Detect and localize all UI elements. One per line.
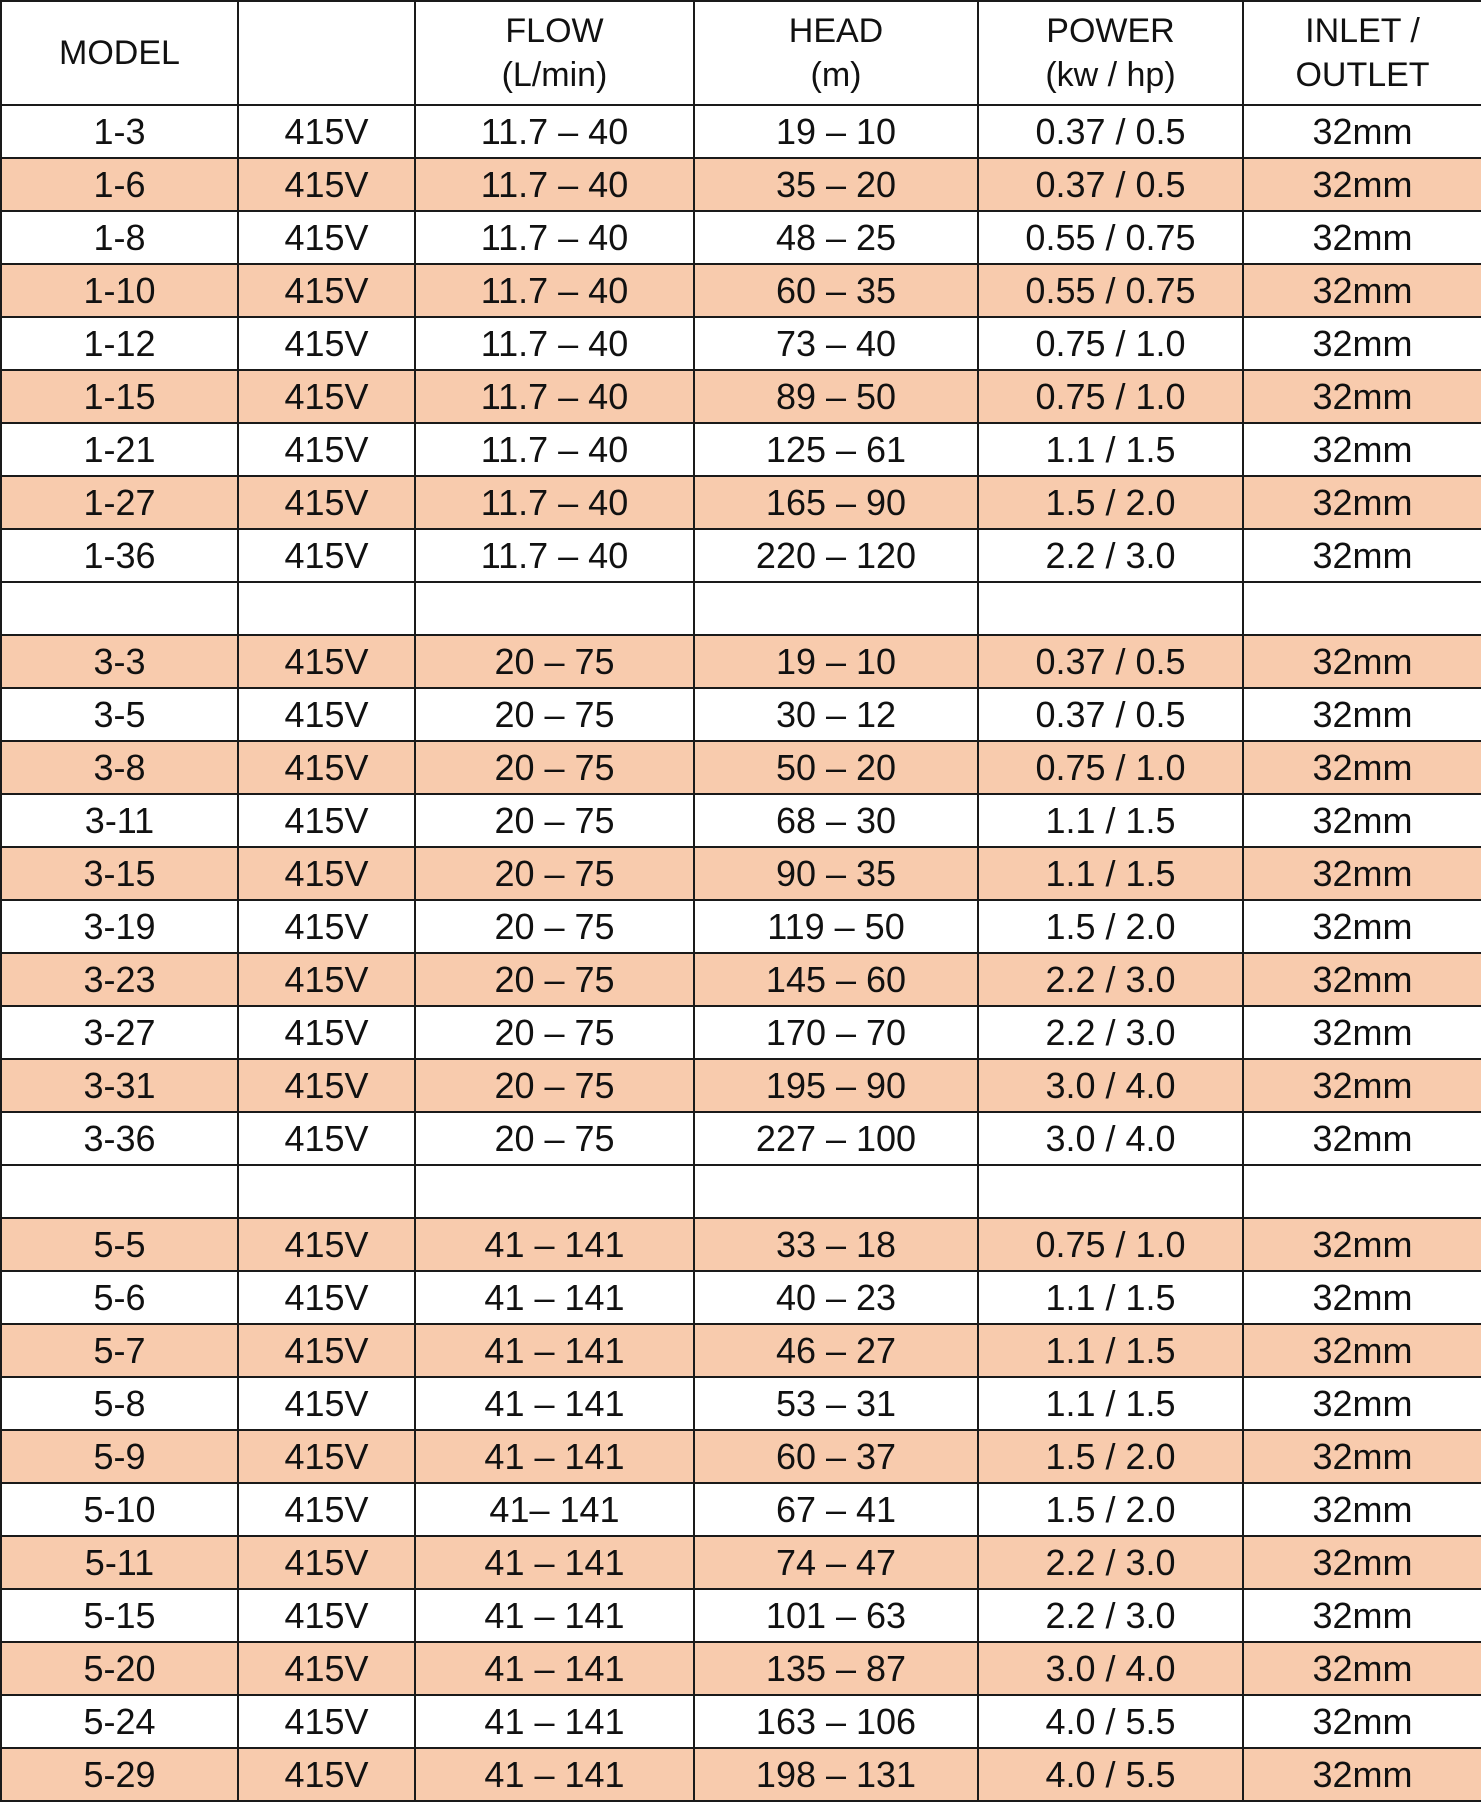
cell-power: 1.1 / 1.5 — [978, 423, 1243, 476]
cell-voltage: 415V — [238, 370, 415, 423]
cell-power: 1.1 / 1.5 — [978, 794, 1243, 847]
cell-voltage: 415V — [238, 529, 415, 582]
cell-flow: 41 – 141 — [415, 1377, 694, 1430]
cell-inlet: 32mm — [1243, 370, 1481, 423]
table-row — [1, 847, 1481, 900]
cell-inlet: 32mm — [1243, 688, 1481, 741]
table-row — [1, 635, 1481, 688]
cell-inlet: 32mm — [1243, 847, 1481, 900]
cell-power: 2.2 / 3.0 — [978, 953, 1243, 1006]
table-row — [1, 953, 1481, 1006]
cell-head: 119 – 50 — [694, 900, 978, 953]
table-row — [1, 1695, 1481, 1748]
cell-inlet: 32mm — [1243, 476, 1481, 529]
spacer-cell — [1243, 582, 1481, 635]
cell-head: 101 – 63 — [694, 1589, 978, 1642]
cell-inlet: 32mm — [1243, 794, 1481, 847]
cell-head: 33 – 18 — [694, 1218, 978, 1271]
cell-power: 2.2 / 3.0 — [978, 1589, 1243, 1642]
cell-voltage: 415V — [238, 1589, 415, 1642]
table-row — [1, 1218, 1481, 1271]
cell-model: 1-12 — [1, 317, 238, 370]
cell-voltage: 415V — [238, 1430, 415, 1483]
cell-inlet: 32mm — [1243, 1112, 1481, 1165]
cell-voltage: 415V — [238, 1112, 415, 1165]
table-row — [1, 1006, 1481, 1059]
cell-voltage: 415V — [238, 105, 415, 158]
cell-inlet: 32mm — [1243, 1377, 1481, 1430]
cell-flow: 41 – 141 — [415, 1695, 694, 1748]
cell-inlet: 32mm — [1243, 1430, 1481, 1483]
cell-head: 19 – 10 — [694, 635, 978, 688]
cell-power: 3.0 / 4.0 — [978, 1112, 1243, 1165]
cell-model: 5-11 — [1, 1536, 238, 1589]
header-flow — [415, 1, 694, 105]
cell-voltage: 415V — [238, 158, 415, 211]
cell-head: 89 – 50 — [694, 370, 978, 423]
cell-head: 73 – 40 — [694, 317, 978, 370]
spacer-cell — [415, 1165, 694, 1218]
cell-voltage: 415V — [238, 1271, 415, 1324]
cell-head: 67 – 41 — [694, 1483, 978, 1536]
header-row — [1, 1, 1481, 105]
table-row — [1, 1589, 1481, 1642]
cell-inlet: 32mm — [1243, 1006, 1481, 1059]
cell-flow: 11.7 – 40 — [415, 529, 694, 582]
cell-head: 30 – 12 — [694, 688, 978, 741]
cell-flow: 41 – 141 — [415, 1430, 694, 1483]
cell-voltage: 415V — [238, 1695, 415, 1748]
cell-power: 3.0 / 4.0 — [978, 1059, 1243, 1112]
table-row — [1, 1536, 1481, 1589]
cell-power: 0.37 / 0.5 — [978, 105, 1243, 158]
cell-voltage: 415V — [238, 794, 415, 847]
cell-voltage: 415V — [238, 900, 415, 953]
header-inlet-line2: OUTLET — [1295, 56, 1430, 94]
cell-flow: 41 – 141 — [415, 1589, 694, 1642]
cell-voltage: 415V — [238, 688, 415, 741]
cell-inlet: 32mm — [1243, 423, 1481, 476]
header-inlet-outlet — [1243, 1, 1481, 105]
table-row — [1, 1430, 1481, 1483]
table-row — [1, 1324, 1481, 1377]
cell-flow: 20 – 75 — [415, 900, 694, 953]
cell-inlet: 32mm — [1243, 1642, 1481, 1695]
cell-model: 5-8 — [1, 1377, 238, 1430]
cell-voltage: 415V — [238, 1324, 415, 1377]
table-row — [1, 1271, 1481, 1324]
cell-inlet: 32mm — [1243, 1589, 1481, 1642]
cell-model: 1-3 — [1, 105, 238, 158]
cell-head: 50 – 20 — [694, 741, 978, 794]
spacer-cell — [1, 1165, 238, 1218]
cell-flow: 41 – 141 — [415, 1642, 694, 1695]
cell-voltage: 415V — [238, 423, 415, 476]
cell-power: 1.5 / 2.0 — [978, 476, 1243, 529]
cell-head: 90 – 35 — [694, 847, 978, 900]
cell-voltage: 415V — [238, 317, 415, 370]
cell-flow: 11.7 – 40 — [415, 158, 694, 211]
cell-flow: 41 – 141 — [415, 1324, 694, 1377]
table-row — [1, 476, 1481, 529]
cell-power: 0.75 / 1.0 — [978, 741, 1243, 794]
cell-model: 5-15 — [1, 1589, 238, 1642]
table-row — [1, 423, 1481, 476]
header-power-line2: (kw / hp) — [1045, 56, 1176, 94]
cell-model: 5-24 — [1, 1695, 238, 1748]
cell-inlet: 32mm — [1243, 1218, 1481, 1271]
table-row — [1, 1642, 1481, 1695]
cell-power: 2.2 / 3.0 — [978, 1006, 1243, 1059]
cell-head: 35 – 20 — [694, 158, 978, 211]
cell-inlet: 32mm — [1243, 900, 1481, 953]
cell-voltage: 415V — [238, 1642, 415, 1695]
cell-voltage: 415V — [238, 211, 415, 264]
cell-head: 227 – 100 — [694, 1112, 978, 1165]
cell-model: 3-8 — [1, 741, 238, 794]
header-head-line2: (m) — [810, 56, 862, 94]
cell-power: 0.75 / 1.0 — [978, 370, 1243, 423]
cell-voltage: 415V — [238, 635, 415, 688]
cell-model: 1-36 — [1, 529, 238, 582]
header-head — [694, 1, 978, 105]
spacer-cell — [694, 1165, 978, 1218]
cell-inlet: 32mm — [1243, 953, 1481, 1006]
cell-power: 1.1 / 1.5 — [978, 1271, 1243, 1324]
cell-flow: 41– 141 — [415, 1483, 694, 1536]
header-power — [978, 1, 1243, 105]
cell-model: 5-10 — [1, 1483, 238, 1536]
header-inlet-line1: INLET / — [1305, 11, 1420, 50]
cell-head: 125 – 61 — [694, 423, 978, 476]
spacer-cell — [694, 582, 978, 635]
table-row — [1, 158, 1481, 211]
cell-flow: 20 – 75 — [415, 953, 694, 1006]
header-voltage — [238, 1, 415, 105]
cell-power: 0.75 / 1.0 — [978, 317, 1243, 370]
cell-flow: 20 – 75 — [415, 635, 694, 688]
spacer-cell — [415, 582, 694, 635]
table-row — [1, 741, 1481, 794]
header-power-line1: POWER — [1046, 11, 1175, 50]
cell-flow: 20 – 75 — [415, 688, 694, 741]
cell-model: 3-36 — [1, 1112, 238, 1165]
cell-voltage: 415V — [238, 1748, 415, 1801]
cell-power: 1.5 / 2.0 — [978, 1483, 1243, 1536]
cell-model: 3-31 — [1, 1059, 238, 1112]
header-head-line1: HEAD — [788, 11, 884, 50]
cell-inlet: 32mm — [1243, 529, 1481, 582]
table-body — [1, 105, 1481, 1801]
cell-flow: 11.7 – 40 — [415, 423, 694, 476]
cell-model: 3-19 — [1, 900, 238, 953]
cell-power: 2.2 / 3.0 — [978, 529, 1243, 582]
cell-inlet: 32mm — [1243, 1483, 1481, 1536]
cell-power: 0.75 / 1.0 — [978, 1218, 1243, 1271]
spacer-cell — [238, 582, 415, 635]
cell-flow: 11.7 – 40 — [415, 370, 694, 423]
table-row — [1, 264, 1481, 317]
cell-power: 1.1 / 1.5 — [978, 847, 1243, 900]
cell-model: 1-21 — [1, 423, 238, 476]
cell-inlet: 32mm — [1243, 1324, 1481, 1377]
table-row — [1, 1748, 1481, 1801]
cell-power: 0.37 / 0.5 — [978, 158, 1243, 211]
cell-head: 165 – 90 — [694, 476, 978, 529]
cell-voltage: 415V — [238, 1218, 415, 1271]
table-row — [1, 1377, 1481, 1430]
cell-head: 40 – 23 — [694, 1271, 978, 1324]
cell-flow: 20 – 75 — [415, 1006, 694, 1059]
cell-flow: 11.7 – 40 — [415, 105, 694, 158]
cell-flow: 20 – 75 — [415, 794, 694, 847]
cell-flow: 41 – 141 — [415, 1748, 694, 1801]
cell-inlet: 32mm — [1243, 1748, 1481, 1801]
cell-inlet: 32mm — [1243, 1059, 1481, 1112]
cell-voltage: 415V — [238, 1006, 415, 1059]
cell-power: 4.0 / 5.5 — [978, 1748, 1243, 1801]
cell-inlet: 32mm — [1243, 211, 1481, 264]
cell-voltage: 415V — [238, 1377, 415, 1430]
cell-inlet: 32mm — [1243, 1536, 1481, 1589]
cell-power: 2.2 / 3.0 — [978, 1536, 1243, 1589]
cell-power: 0.55 / 0.75 — [978, 211, 1243, 264]
cell-voltage: 415V — [238, 953, 415, 1006]
cell-power: 0.37 / 0.5 — [978, 688, 1243, 741]
header-model: MODEL — [1, 1, 238, 105]
table-row — [1, 105, 1481, 158]
header-flow-line2: (L/min) — [501, 56, 608, 94]
cell-power: 1.5 / 2.0 — [978, 1430, 1243, 1483]
table-row — [1, 211, 1481, 264]
table-row — [1, 529, 1481, 582]
cell-inlet: 32mm — [1243, 741, 1481, 794]
cell-voltage: 415V — [238, 741, 415, 794]
cell-power: 0.55 / 0.75 — [978, 264, 1243, 317]
cell-model: 5-9 — [1, 1430, 238, 1483]
table-row — [1, 794, 1481, 847]
cell-model: 1-15 — [1, 370, 238, 423]
cell-head: 135 – 87 — [694, 1642, 978, 1695]
table-row — [1, 1059, 1481, 1112]
cell-flow: 20 – 75 — [415, 741, 694, 794]
cell-power: 3.0 / 4.0 — [978, 1642, 1243, 1695]
spacer-row — [1, 1165, 1481, 1218]
cell-flow: 20 – 75 — [415, 1059, 694, 1112]
spacer-cell — [1, 582, 238, 635]
table-row — [1, 1112, 1481, 1165]
cell-power: 1.1 / 1.5 — [978, 1377, 1243, 1430]
cell-model: 5-7 — [1, 1324, 238, 1377]
cell-head: 60 – 37 — [694, 1430, 978, 1483]
cell-head: 145 – 60 — [694, 953, 978, 1006]
cell-flow: 20 – 75 — [415, 1112, 694, 1165]
cell-inlet: 32mm — [1243, 264, 1481, 317]
table-row — [1, 900, 1481, 953]
cell-voltage: 415V — [238, 1483, 415, 1536]
cell-voltage: 415V — [238, 264, 415, 317]
cell-head: 46 – 27 — [694, 1324, 978, 1377]
cell-model: 3-5 — [1, 688, 238, 741]
spacer-cell — [238, 1165, 415, 1218]
cell-head: 53 – 31 — [694, 1377, 978, 1430]
cell-model: 1-27 — [1, 476, 238, 529]
cell-voltage: 415V — [238, 476, 415, 529]
cell-head: 68 – 30 — [694, 794, 978, 847]
cell-head: 48 – 25 — [694, 211, 978, 264]
cell-model: 3-3 — [1, 635, 238, 688]
cell-inlet: 32mm — [1243, 1271, 1481, 1324]
cell-model: 3-11 — [1, 794, 238, 847]
table-row — [1, 370, 1481, 423]
cell-model: 1-8 — [1, 211, 238, 264]
cell-flow: 41 – 141 — [415, 1218, 694, 1271]
cell-model: 3-27 — [1, 1006, 238, 1059]
header-flow-line1: FLOW — [505, 11, 604, 50]
cell-head: 170 – 70 — [694, 1006, 978, 1059]
cell-model: 5-20 — [1, 1642, 238, 1695]
cell-head: 74 – 47 — [694, 1536, 978, 1589]
cell-head: 19 – 10 — [694, 105, 978, 158]
cell-inlet: 32mm — [1243, 158, 1481, 211]
cell-model: 3-15 — [1, 847, 238, 900]
cell-model: 3-23 — [1, 953, 238, 1006]
table-row — [1, 1483, 1481, 1536]
cell-flow: 20 – 75 — [415, 847, 694, 900]
cell-power: 1.5 / 2.0 — [978, 900, 1243, 953]
cell-head: 60 – 35 — [694, 264, 978, 317]
spacer-cell — [1243, 1165, 1481, 1218]
cell-model: 1-10 — [1, 264, 238, 317]
cell-inlet: 32mm — [1243, 105, 1481, 158]
cell-model: 5-5 — [1, 1218, 238, 1271]
table-row — [1, 688, 1481, 741]
cell-voltage: 415V — [238, 1059, 415, 1112]
spacer-row — [1, 582, 1481, 635]
cell-flow: 11.7 – 40 — [415, 264, 694, 317]
cell-model: 5-6 — [1, 1271, 238, 1324]
spacer-cell — [978, 582, 1243, 635]
cell-power: 4.0 / 5.5 — [978, 1695, 1243, 1748]
cell-flow: 41 – 141 — [415, 1536, 694, 1589]
cell-flow: 11.7 – 40 — [415, 476, 694, 529]
cell-inlet: 32mm — [1243, 317, 1481, 370]
cell-flow: 11.7 – 40 — [415, 211, 694, 264]
cell-voltage: 415V — [238, 1536, 415, 1589]
cell-inlet: 32mm — [1243, 635, 1481, 688]
table-row — [1, 317, 1481, 370]
spacer-cell — [978, 1165, 1243, 1218]
cell-model: 1-6 — [1, 158, 238, 211]
cell-power: 1.1 / 1.5 — [978, 1324, 1243, 1377]
cell-head: 195 – 90 — [694, 1059, 978, 1112]
cell-head: 163 – 106 — [694, 1695, 978, 1748]
cell-flow: 11.7 – 40 — [415, 317, 694, 370]
cell-head: 198 – 131 — [694, 1748, 978, 1801]
cell-head: 220 – 120 — [694, 529, 978, 582]
cell-power: 0.37 / 0.5 — [978, 635, 1243, 688]
cell-voltage: 415V — [238, 847, 415, 900]
cell-inlet: 32mm — [1243, 1695, 1481, 1748]
cell-model: 5-29 — [1, 1748, 238, 1801]
cell-flow: 41 – 141 — [415, 1271, 694, 1324]
